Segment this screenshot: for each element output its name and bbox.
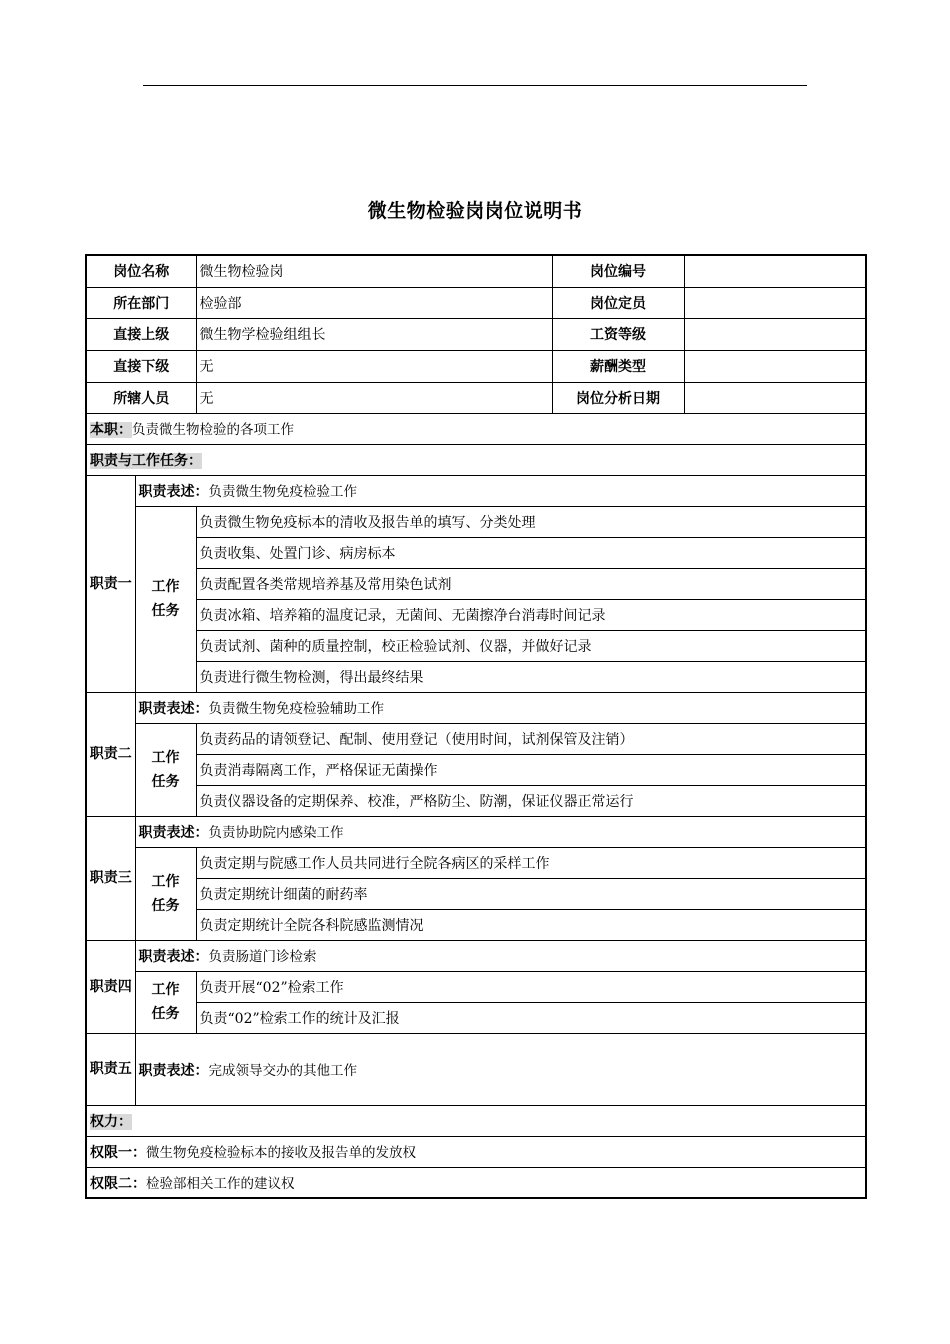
info-value-2 <box>684 255 866 287</box>
task-item: 负责定期统计细菌的耐药率 <box>196 878 866 909</box>
power-row <box>86 1136 866 1167</box>
duty-desc-row <box>86 816 866 847</box>
task-row <box>86 971 866 1002</box>
info-row <box>86 255 866 287</box>
info-value-2 <box>684 350 866 382</box>
info-label: 直接下级 <box>86 350 196 382</box>
main-duty-value: 负责微生物检验的各项工作 <box>132 422 294 438</box>
info-label-2: 岗位分析日期 <box>552 382 684 413</box>
task-row <box>86 630 866 661</box>
power-label: 权限一： <box>90 1145 146 1161</box>
info-value: 无 <box>196 350 552 382</box>
duty-name: 职责二 <box>86 692 135 816</box>
duty-desc-row <box>86 1033 866 1105</box>
task-row <box>86 599 866 630</box>
duty-desc-label: 职责表述： <box>138 484 209 500</box>
info-label-2: 工资等级 <box>552 318 684 350</box>
info-row <box>86 350 866 382</box>
power-header-row <box>86 1105 866 1136</box>
info-row <box>86 382 866 413</box>
info-label: 直接上级 <box>86 318 196 350</box>
info-label-2: 薪酬类型 <box>552 350 684 382</box>
task-item: 负责消毒隔离工作，严格保证无菌操作 <box>196 754 866 785</box>
duty-desc-label: 职责表述： <box>138 949 209 965</box>
duty-name: 职责三 <box>86 816 135 940</box>
duty-desc-value: 完成领导交办的其他工作 <box>208 1062 357 1079</box>
power-header: 权力： <box>90 1113 132 1130</box>
main-duty-row <box>86 413 866 444</box>
info-label-2: 岗位编号 <box>552 255 684 287</box>
job-description-table <box>85 254 867 1199</box>
power-header-cell <box>86 1105 866 1136</box>
main-duty-cell <box>86 413 866 444</box>
duty-name: 职责四 <box>86 940 135 1033</box>
task-row <box>86 506 866 537</box>
duties-header-row <box>86 444 866 475</box>
task-item: 负责微生物免疫标本的清收及报告单的填写、分类处理 <box>196 506 866 537</box>
header-rule <box>143 85 807 86</box>
task-label: 工作任务 <box>135 506 196 692</box>
info-value-2 <box>684 382 866 413</box>
task-label: 工作任务 <box>135 723 196 816</box>
info-value: 无 <box>196 382 552 413</box>
task-label: 工作任务 <box>135 847 196 940</box>
power-value: 微生物免疫检验标本的接收及报告单的发放权 <box>146 1145 416 1161</box>
power-row <box>86 1167 866 1198</box>
power-value: 检验部相关工作的建议权 <box>146 1175 295 1192</box>
duty-desc-row <box>86 475 866 506</box>
duties-header-cell <box>86 444 866 475</box>
task-item: 负责进行微生物检测，得出最终结果 <box>196 661 866 692</box>
document-title: 微生物检验岗岗位说明书 <box>367 200 583 222</box>
task-item: 负责试剂、菌种的质量控制，校正检验试剂、仪器，并做好记录 <box>196 630 866 661</box>
task-item: 负责仪器设备的定期保养、校准，严格防尘、防潮，保证仪器正常运行 <box>196 785 866 816</box>
task-item: 负责冰箱、培养箱的温度记录，无菌间、无菌擦净台消毒时间记录 <box>196 599 866 630</box>
info-value: 微生物检验岗 <box>196 255 552 287</box>
task-row <box>86 661 866 692</box>
info-row <box>86 318 866 350</box>
info-row <box>86 287 866 318</box>
info-label: 岗位名称 <box>86 255 196 287</box>
task-row <box>86 568 866 599</box>
duty-desc-cell <box>135 816 866 847</box>
duty-desc-value: 负责肠道门诊检索 <box>208 949 317 965</box>
duties-section <box>86 475 866 1105</box>
task-item: 负责定期统计全院各科院感监测情况 <box>196 909 866 940</box>
duty-name: 职责五 <box>86 1033 135 1105</box>
task-row <box>86 785 866 816</box>
duty-desc-label: 职责表述： <box>138 825 209 841</box>
info-value-2 <box>684 318 866 350</box>
task-row <box>86 754 866 785</box>
duty-desc-cell <box>135 1033 866 1105</box>
task-item: 负责药品的请领登记、配制、使用登记（使用时间，试剂保管及注销） <box>196 723 866 754</box>
duty-desc-row <box>86 940 866 971</box>
task-row <box>86 537 866 568</box>
main-duty-label: 本职： <box>90 422 132 438</box>
info-value-2 <box>684 287 866 318</box>
task-item: 负责定期与院感工作人员共同进行全院各病区的采样工作 <box>196 847 866 878</box>
info-label: 所辖人员 <box>86 382 196 413</box>
duty-desc-label: 职责表述： <box>138 701 209 717</box>
task-item: 负责配置各类常规培养基及常用染色试剂 <box>196 568 866 599</box>
task-label: 工作任务 <box>135 971 196 1033</box>
duty-name: 职责一 <box>86 475 135 692</box>
info-label-2: 岗位定员 <box>552 287 684 318</box>
info-label: 所在部门 <box>86 287 196 318</box>
duty-desc-value: 负责微生物免疫检验工作 <box>208 484 357 500</box>
task-row <box>86 909 866 940</box>
info-value: 微生物学检验组组长 <box>196 318 552 350</box>
task-item: 负责开展“02”检索工作 <box>196 971 866 1002</box>
task-row <box>86 847 866 878</box>
duty-desc-value: 负责微生物免疫检验辅助工作 <box>208 701 384 717</box>
duties-header: 职责与工作任务： <box>90 452 202 469</box>
task-item: 负责收集、处置门诊、病房标本 <box>196 537 866 568</box>
power-label: 权限二： <box>90 1175 146 1192</box>
task-row <box>86 878 866 909</box>
power-cell <box>86 1167 866 1198</box>
power-cell <box>86 1136 866 1167</box>
task-item: 负责“02”检索工作的统计及汇报 <box>196 1002 866 1033</box>
duty-desc-label: 职责表述： <box>138 1062 209 1079</box>
duty-desc-cell <box>135 475 866 506</box>
info-value: 检验部 <box>196 287 552 318</box>
duty-desc-cell <box>135 692 866 723</box>
task-row <box>86 723 866 754</box>
duty-desc-row <box>86 692 866 723</box>
task-row <box>86 1002 866 1033</box>
duty-desc-cell <box>135 940 866 971</box>
duty-desc-value: 负责协助院内感染工作 <box>208 825 344 841</box>
